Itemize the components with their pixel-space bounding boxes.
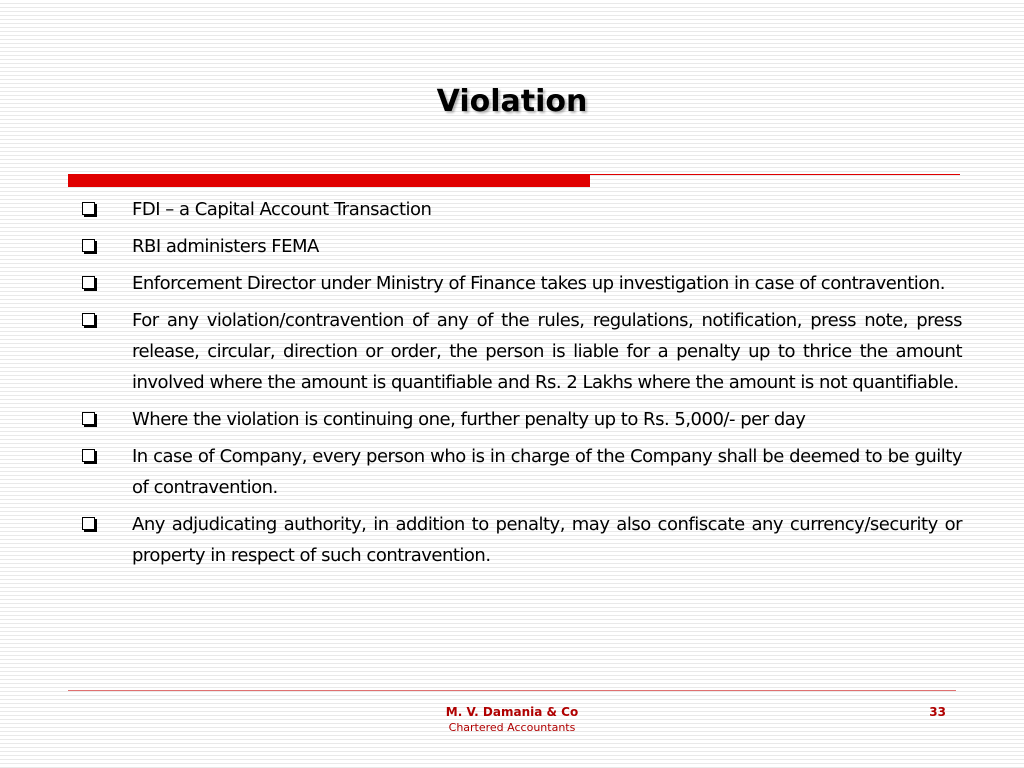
bullet-item [68, 194, 962, 225]
bullet-list [68, 194, 962, 577]
square-bullet-icon [82, 412, 95, 425]
bullet-text: Any adjudicating authority, in addition to penalty, may also confiscate any currency/security or property in respect of such contravention. [132, 514, 962, 566]
page-number: 33 [929, 705, 946, 719]
square-bullet-icon [82, 276, 95, 289]
bullet-item [68, 509, 962, 571]
bullet-text: Enforcement Director under Ministry of Finance takes up investigation in case of contravention. [132, 273, 945, 294]
square-bullet-icon [82, 313, 95, 326]
bullet-item [68, 441, 962, 503]
square-bullet-icon [82, 239, 95, 252]
footer-firm-subtitle: Chartered Accountants [448, 721, 576, 734]
bullet-text: FDI – a Capital Account Transaction [132, 199, 432, 220]
bullet-text: In case of Company, every person who is in charge of the Company shall be deemed to be guilty of contravention. [132, 446, 962, 498]
footer-divider [68, 690, 956, 691]
bullet-text: RBI administers FEMA [132, 236, 319, 257]
bullet-text: For any violation/contravention of any of the rules, regulations, notification, press note, press release, circular, direction or order, the person is liable for a penalty up to thrice the amount involved where the amount is quantifiable and Rs. 2 Lakhs where the amount is not quantifiable. [132, 310, 962, 393]
bullet-item [68, 404, 962, 435]
title-divider-thick [68, 174, 590, 187]
bullet-item [68, 268, 962, 299]
square-bullet-icon [82, 449, 95, 462]
bullet-item [68, 305, 962, 398]
title-divider-thin [590, 174, 960, 175]
footer-firm-name: M. V. Damania & Co [445, 705, 579, 719]
bullet-item [68, 231, 962, 262]
square-bullet-icon [82, 202, 95, 215]
title-divider [68, 174, 960, 187]
slide-title: Violation [436, 84, 588, 119]
square-bullet-icon [82, 517, 95, 530]
bullet-text: Where the violation is continuing one, further penalty up to Rs. 5,000/- per day [132, 409, 806, 430]
